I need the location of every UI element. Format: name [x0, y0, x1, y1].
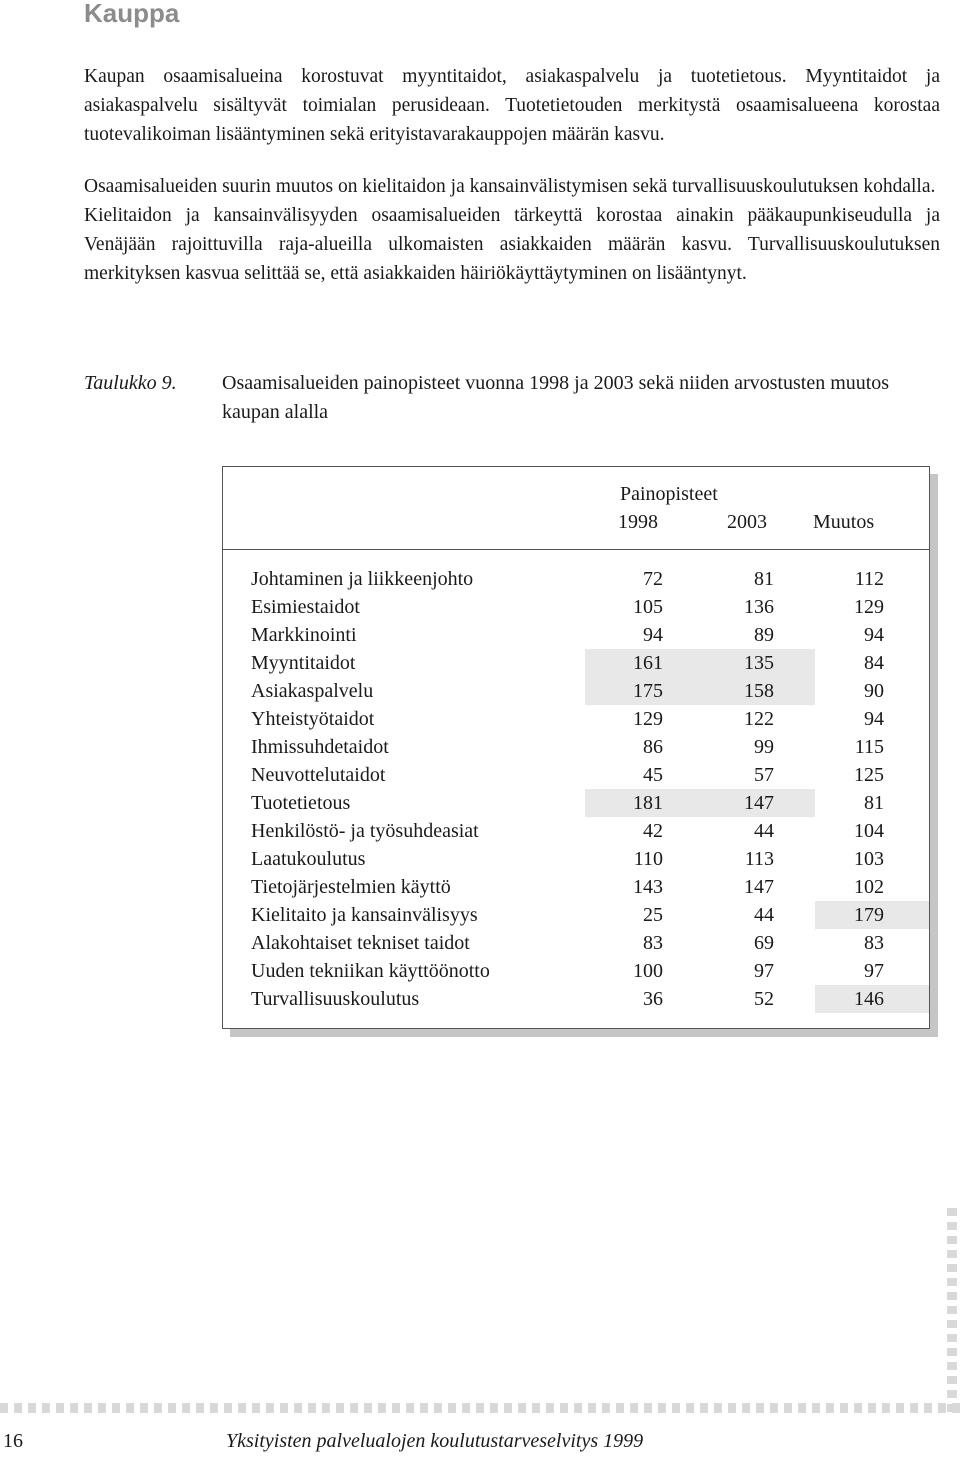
cell-muutos: 102: [854, 876, 884, 898]
column-header-muutos: Muutos: [813, 511, 875, 533]
cell-1998: 161: [585, 649, 701, 677]
row-label: Esimiestaidot: [251, 596, 360, 618]
cell-1998: 105: [633, 596, 663, 618]
cell-2003: 97: [754, 960, 774, 982]
column-header-2003: 2003: [727, 511, 767, 533]
cell-muutos: 129: [854, 596, 884, 618]
paragraph-3: Kielitaidon ja kansainvälisyyden osaamisalueiden tärkeyttä korostaa ainakin pääkaupunkiseudulla ja Venäjään rajoittuvilla raja-alueilla ulkomaisten asiakkaiden määrän kasvu. Turvallisuuskoulutuksen merkityksen kasvua selittää se, että asiakkaiden häiriökäyttäytyminen on lisääntynyt.: [84, 205, 940, 284]
cell-muutos: 125: [854, 764, 884, 786]
row-label: Tuotetietous: [251, 792, 351, 814]
row-label: Kielitaito ja kansainvälisyys: [251, 904, 478, 926]
cell-muutos: 90: [864, 680, 884, 702]
paragraph-1: Kaupan osaamisalueina korostuvat myyntitaidot, asiakaspalvelu ja tuotetietous. Myyntitaidot ja asiakaspalvelu sisältyvät toimialan perusideaan. Tuotetietouden merkitystä osaamisalueena korostaa tuotevalikoiman lisääntyminen sekä erityistavarakauppojen määrän kasvu.: [84, 66, 940, 145]
cell-1998: 42: [643, 820, 663, 842]
cell-2003: 99: [754, 736, 774, 758]
data-table: [222, 466, 930, 1029]
table-row: [223, 761, 929, 789]
row-label: Uuden tekniikan käyttöönotto: [251, 960, 490, 982]
table-row: [223, 621, 929, 649]
cell-1998: 100: [633, 960, 663, 982]
cell-2003: 135: [701, 649, 815, 677]
cell-muutos: 84: [864, 652, 884, 674]
page-heading: Kauppa: [84, 0, 180, 28]
cell-1998: 86: [643, 736, 663, 758]
cell-muutos: 104: [854, 820, 884, 842]
cell-1998: 110: [633, 848, 663, 870]
row-label: Alakohtaiset tekniset taidot: [251, 932, 470, 954]
row-label: Asiakaspalvelu: [251, 680, 374, 702]
cell-2003: 69: [754, 932, 774, 954]
table-row: [223, 565, 929, 593]
table-row: [223, 593, 929, 621]
paragraph-2: Osaamisalueiden suurin muutos on kielitaidon ja kansainvälistymisen sekä turvallisuuskoulutuksen kohdalla.: [84, 176, 936, 197]
table-caption-label: Taulukko 9.: [84, 372, 177, 394]
cell-muutos: 81: [864, 792, 884, 814]
row-label: Laatukoulutus: [251, 848, 366, 870]
table-row: [223, 985, 929, 1013]
table-row: [223, 957, 929, 985]
cell-2003: 44: [754, 904, 774, 926]
cell-muutos: 103: [854, 848, 884, 870]
table-row: [223, 873, 929, 901]
cell-muutos: 115: [854, 736, 884, 758]
cell-2003: 89: [754, 624, 774, 646]
cell-1998: 94: [643, 624, 663, 646]
table-header: [223, 467, 929, 550]
cell-2003: 147: [744, 876, 774, 898]
table-row: [223, 845, 929, 873]
cell-2003: 147: [701, 789, 815, 817]
cell-2003: 136: [744, 596, 774, 618]
row-label: Johtaminen ja liikkeenjohto: [251, 568, 474, 590]
cell-1998: 175: [585, 677, 701, 705]
row-label: Neuvottelutaidot: [251, 764, 386, 786]
table-caption-text: Osaamisalueiden painopisteet vuonna 1998 ja 2003 sekä niiden arvostusten muutos kaupan alalla: [222, 372, 890, 423]
row-label: Yhteistyötaidot: [251, 708, 375, 730]
page-number: 16: [3, 1430, 23, 1452]
decorative-dotted-column: [947, 1208, 957, 1413]
cell-1998: 181: [585, 789, 701, 817]
row-label: Ihmissuhdetaidot: [251, 736, 389, 758]
column-header-1998: 1998: [618, 511, 658, 533]
row-label: Myyntitaidot: [251, 652, 356, 674]
cell-muutos: 83: [864, 932, 884, 954]
row-label: Markkinointi: [251, 624, 357, 646]
table-row: [223, 817, 929, 845]
cell-muutos: 97: [864, 960, 884, 982]
table-row: [223, 901, 929, 929]
row-label: Henkilöstö- ja työsuhdeasiat: [251, 820, 479, 842]
cell-2003: 122: [744, 708, 774, 730]
row-label: Turvallisuuskoulutus: [251, 988, 420, 1010]
cell-muutos: 94: [864, 624, 884, 646]
cell-muutos: 94: [864, 708, 884, 730]
cell-1998: 36: [643, 988, 663, 1010]
column-group-header: Painopisteet: [620, 483, 718, 505]
footer-title: Yksityisten palvelualojen koulutustarveselvitys 1999: [226, 1430, 644, 1452]
cell-1998: 83: [643, 932, 663, 954]
cell-2003: 52: [754, 988, 774, 1010]
table-row: [223, 929, 929, 957]
cell-1998: 129: [633, 708, 663, 730]
cell-2003: 57: [754, 764, 774, 786]
table-row: [223, 677, 929, 705]
cell-1998: 45: [643, 764, 663, 786]
cell-muutos: 179: [815, 901, 929, 929]
cell-muutos: 112: [854, 568, 884, 590]
cell-2003: 158: [701, 677, 815, 705]
cell-1998: 25: [643, 904, 663, 926]
cell-2003: 113: [744, 848, 774, 870]
decorative-dotted-rule: [0, 1403, 960, 1413]
table-row: [223, 733, 929, 761]
table-row: [223, 789, 929, 817]
cell-1998: 72: [643, 568, 663, 590]
cell-muutos: 146: [815, 985, 929, 1013]
table-row: [223, 649, 929, 677]
row-label: Tietojärjestelmien käyttö: [251, 876, 451, 898]
cell-1998: 143: [633, 876, 663, 898]
table-row: [223, 705, 929, 733]
cell-2003: 44: [754, 820, 774, 842]
cell-2003: 81: [754, 568, 774, 590]
